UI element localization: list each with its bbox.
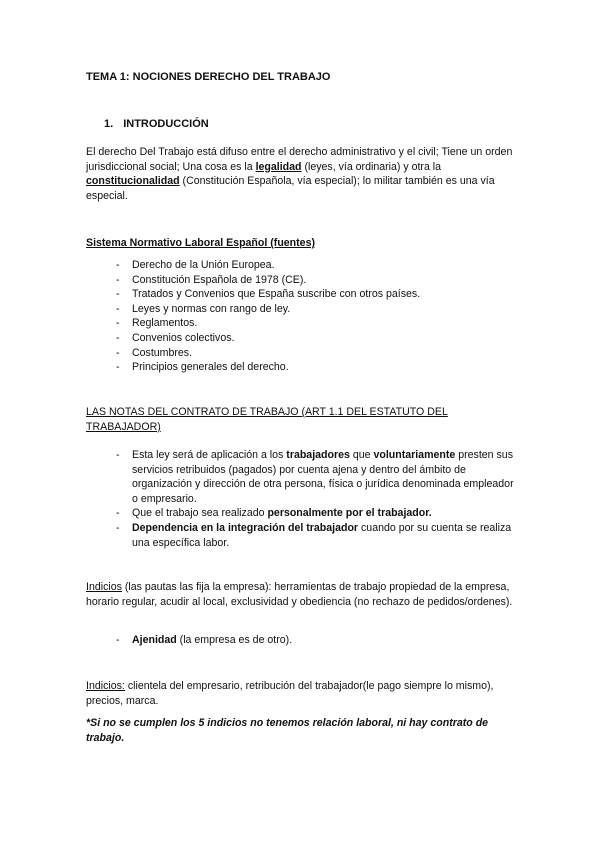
list-item: - Tratados y Convenios que España suscribe con otros países.: [116, 288, 421, 301]
intro-text-3: (Constitución Española, vía especial); lo militar también es una vía especial.: [86, 175, 495, 202]
list-item: - Dependencia en la integración del trabajador cuando por su cuenta se realiza una específica labor.: [116, 521, 512, 549]
indicios-label: Indicios: [86, 581, 122, 593]
list-item: - Derecho de la Unión Europea.: [116, 259, 275, 271]
list-item: - Reglamentos.: [116, 317, 198, 330]
list-item: - Principios generales del derecho.: [116, 361, 289, 374]
list-item: - Esta ley será de aplicación a los trabajadores que voluntariamente presten sus servicios retribuidos (pagados) por cuenta ajena y dentro del ámbito de organización y dirección de otra persona, física o jurídica denominada empleador o empresario.: [116, 449, 514, 505]
section-number: 1.: [104, 118, 114, 130]
notas-list: [86, 448, 516, 550]
list-item: - Leyes y normas con rango de ley.: [116, 302, 291, 315]
sistema-list: [86, 258, 516, 375]
intro-text-2: (leyes, vía ordinaria) y otra la: [301, 160, 442, 173]
list-item: - Convenios colectivos.: [116, 331, 235, 344]
constitucionalidad-term: constitucionalidad: [86, 175, 180, 188]
intro-paragraph: [86, 145, 516, 203]
list-item: - Que el trabajo sea realizado personalmente por el trabajador.: [116, 507, 432, 520]
notas-heading: LAS NOTAS DEL CONTRATO DE TRABAJO (ART 1.1 DEL ESTATUTO DEL TRABAJADOR): [86, 406, 448, 433]
indicios-paragraph-1: Indicios (las pautas las fija la empresa): herramientas de trabajo propiedad de la empresa, horario regular, acudir al local, exclusividad y obediencia (no rechazo de pedidos/ordenes).: [86, 581, 513, 608]
indicios-paragraph-2: Indicios: clientela del empresario, retribución del trabajador(le pago siempre lo mismo), precios, marca.: [86, 680, 494, 707]
indicios-label: Indicios:: [86, 680, 125, 692]
sistema-heading: Sistema Normativo Laboral Español (fuentes): [86, 237, 315, 249]
list-item: - Costumbres.: [116, 346, 193, 359]
list-item: - Constitución Española de 1978 (CE).: [116, 273, 307, 286]
document-title: TEMA 1: NOCIONES DERECHO DEL TRABAJO: [86, 71, 331, 83]
list-item: - Ajenidad (la empresa es de otro).: [116, 634, 293, 646]
legalidad-term: legalidad: [255, 160, 302, 173]
intro-text-1: El derecho Del Trabajo está difuso entre el derecho administrativo y el civil; Tiene un orden jurisdiccional social; Una cosa es la: [86, 146, 513, 173]
footnote-note: *Si no se cumplen los 5 indicios no tenemos relación laboral, ni hay contrato de trabajo.: [86, 717, 489, 744]
section-heading-introduccion: [104, 118, 209, 130]
ajenidad-list: [86, 633, 516, 648]
section-title: INTRODUCCIÓN: [123, 118, 209, 130]
